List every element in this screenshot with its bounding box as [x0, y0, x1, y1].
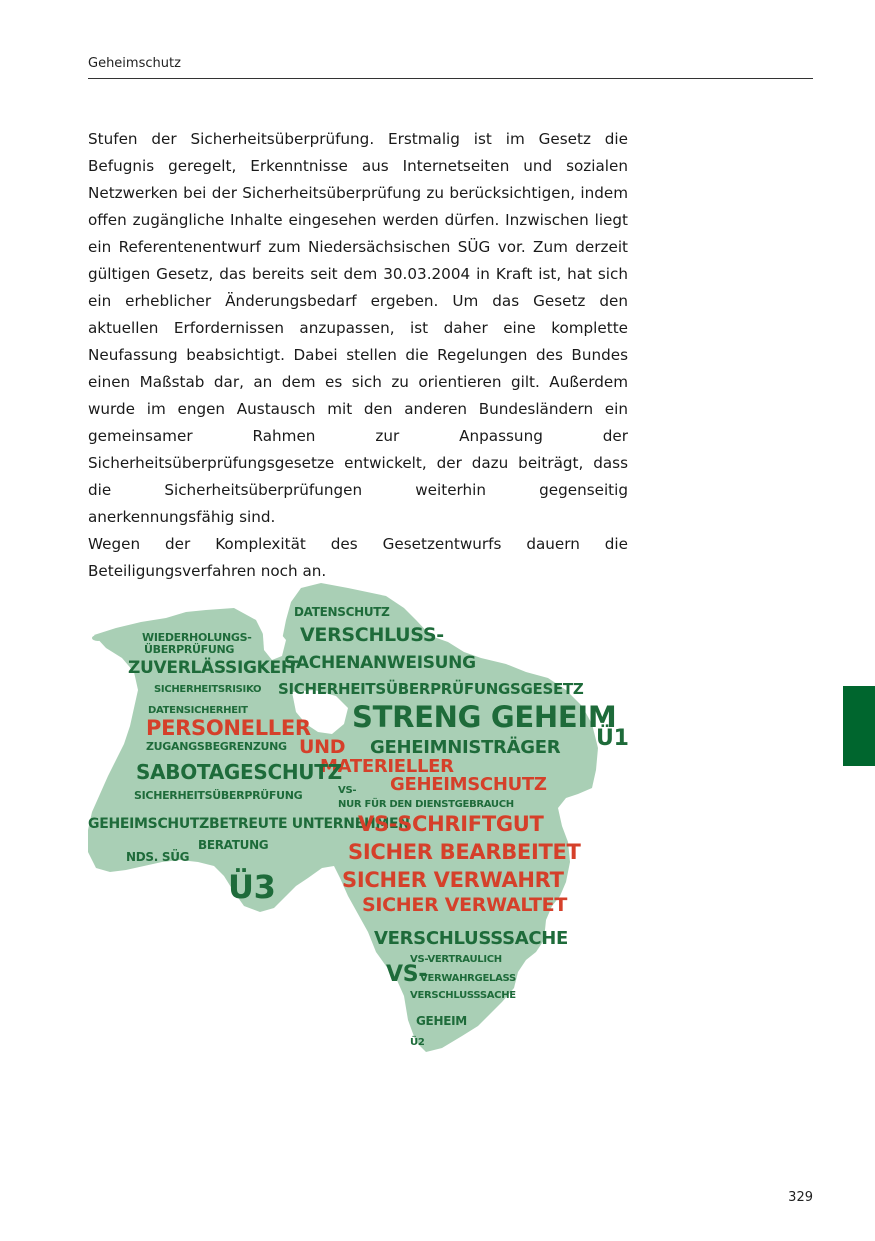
paragraph-2: Wegen der Komplexität des Gesetzentwurfs dauern die Beteiligungsverfahren noch an.: [88, 535, 628, 580]
word-verschlusssache: VERSCHLUSSSACHE: [374, 928, 569, 949]
word-beratung: BERATUNG: [198, 838, 269, 852]
word-streng-geheim: STRENG GEHEIM: [352, 700, 617, 734]
word-und: UND: [299, 736, 346, 758]
word-geheim: GEHEIM: [416, 1014, 467, 1028]
map-island: [92, 635, 104, 641]
paragraph-1: Stufen der Sicherheitsüberprüfung. Erstmalig ist im Gesetz die Befugnis geregelt, Erkenntnisse aus Internetseiten und sozialen Netzwerken bei der Sicherheitsüberprüfung zu berücksichtigen, indem offen zugängliche Inhalte eingesehen werden dürfen. Inzwischen liegt ein Referentenentwurf zum Niedersächsischen SÜG vor. Zum derzeit gültigen Gesetz, das bereits seit dem 30.03.2004 in Kraft ist, hat sich ein erheblicher Änderungsbedarf ergeben. Um das Gesetz den aktuellen Erfordernissen anzupassen, ist daher eine komplette Neufassung beabsichtigt. Dabei stellen die Regelungen des Bundes einen Maßstab dar, an dem es sich zu orientieren gilt. Außerdem wurde im engen Austausch mit den anderen Bundesländern ein gemeinsamer Rahmen zur Anpassung der Sicherheitsüberprüfungsgesetze entwickelt, der dazu beiträgt, dass die Sicherheitsüberprüfungen weiterhin gegenseitig anerkennungsfähig sind.: [88, 130, 628, 526]
page-number: 329: [788, 1190, 813, 1205]
word-zuverlaessigkeit: ZUVERLÄSSIGKEIT: [128, 658, 299, 678]
word-geheimschutz: GEHEIMSCHUTZ: [390, 774, 547, 795]
word-u3: Ü3: [228, 868, 276, 906]
word-sicherheitsueberpruefungsgesetz: SICHERHEITSÜBERPRÜFUNGSGESETZ: [278, 680, 584, 698]
word-personeller: PERSONELLER: [146, 716, 311, 740]
word-ueberpruefung: ÜBERPRÜFUNG: [144, 643, 235, 656]
word-sicher-bearbeitet: SICHER BEARBEITET: [348, 840, 581, 864]
word-u1: Ü1: [596, 726, 629, 751]
word-datenschutz: DATENSCHUTZ: [294, 605, 390, 619]
word-verwahrgelass: VERWAHRGELASS: [420, 973, 516, 984]
word-geheimnistraeger: GEHEIMNISTRÄGER: [370, 737, 561, 758]
word-sachenanweisung: SACHENANWEISUNG: [284, 653, 476, 673]
word-datensicherheit: DATENSICHERHEIT: [148, 705, 248, 716]
word-sicherheitsrisiko: SICHERHEITSRISIKO: [154, 684, 262, 695]
word-zugangsbegrenzung: ZUGANGSBEGRENZUNG: [146, 740, 287, 753]
word-wiederholungs: WIEDERHOLUNGS-: [142, 631, 252, 644]
word-nur-fuer-den-dienstgebrauch: NUR FÜR DEN DIENSTGEBRAUCH: [338, 799, 514, 810]
word-verschluss: VERSCHLUSS-: [300, 624, 444, 646]
word-sicherheitsueberpruefung: SICHERHEITSÜBERPRÜFUNG: [134, 789, 303, 802]
running-title: Geheimschutz: [88, 56, 181, 71]
header-rule: [88, 78, 813, 79]
chapter-tab-marker: [843, 686, 875, 766]
word-geheimschutzbetreute-unternehmen: GEHEIMSCHUTZBETREUTE UNTERNEHMEN: [88, 816, 410, 832]
word-vs-vertraulich: VS-VERTRAULICH: [410, 954, 502, 965]
word-sicher-verwaltet: SICHER VERWALTET: [362, 894, 568, 916]
word-materieller: MATERIELLER: [320, 756, 454, 777]
word-vs-dash: VS-: [338, 785, 357, 796]
word-u2: Ü2: [410, 1037, 425, 1048]
word-verschlusssache-small: VERSCHLUSSSACHE: [410, 990, 516, 1001]
lower-saxony-word-map: [86, 580, 629, 1060]
word-vs-big: VS-: [386, 962, 428, 987]
word-nds-sueg: NDS. SÜG: [126, 850, 190, 864]
word-sabotageschutz: SABOTAGESCHUTZ: [136, 760, 342, 784]
body-text: [88, 126, 628, 585]
word-sicher-verwahrt: SICHER VERWAHRT: [342, 868, 564, 892]
word-vs-schriftgut: VS-SCHRIFTGUT: [358, 812, 544, 836]
